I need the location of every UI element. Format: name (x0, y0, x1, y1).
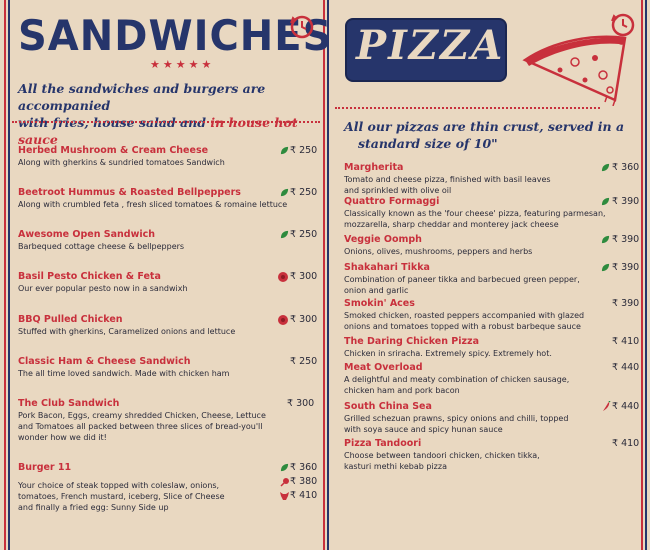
menu-item-classic-ham: Classic Ham & Cheese Sandwich The all time loved sandwich. Made with chicken ham (18, 356, 230, 378)
menu-item-smokin-aces: Smokin' Aces Smoked chicken, roasted peppers accompanied with glazed onions and tomatoes topped with a robust barbeque sauce (344, 298, 585, 331)
price: ₹ 410 (612, 438, 640, 449)
left-border-red (4, 0, 6, 550)
menu-item-awesome-open: Awesome Open Sandwich Barbequed cottage cheese & bellpeppers (18, 229, 185, 251)
menu-item-burger-11: Burger 11 Your choice of steak topped with coleslaw, onions, tomatoes, French mustard, iceberg, Slice of Cheese and finally a fried egg: Sunny Side up (18, 462, 225, 512)
chilli-icon (601, 401, 611, 412)
hot-sauce-highlight: in house hot sauce (18, 115, 298, 147)
non-veg-icon (277, 271, 289, 283)
price: ₹ 440 (612, 362, 640, 373)
price: ₹ 360 (290, 462, 318, 473)
price: ₹ 390 (612, 196, 640, 207)
price: ₹ 390 (612, 234, 640, 245)
price: ₹ 380 (290, 476, 318, 487)
pizza-subtitle: All our pizzas are thin crust, served in a standard size of 10" (344, 119, 625, 151)
chicken-leg-icon (280, 477, 290, 487)
sandwiches-title: SANDWICHES (18, 12, 333, 61)
menu-item-south-china-sea: South China Sea Grilled schezuan prawns, spicy onions and chilli, topped with soya sauce and spicy hunan sauce (344, 401, 569, 434)
sandwiches-dotted-divider (12, 121, 320, 123)
veg-leaf-icon (280, 230, 289, 239)
veg-leaf-icon (601, 235, 610, 244)
veg-leaf-icon (280, 146, 289, 155)
center-divider-red (323, 0, 325, 550)
stars-decoration: ★★★★★ (150, 58, 215, 71)
price: ₹ 300 (290, 314, 318, 325)
price: ₹ 250 (290, 187, 318, 198)
price: ₹ 390 (612, 298, 640, 309)
price: ₹ 390 (612, 262, 640, 273)
price: ₹ 250 (290, 356, 318, 367)
price: ₹ 250 (290, 229, 318, 240)
menu-item-shakahari-tikka: Shakahari Tikka Combination of paneer tikka and barbecued green pepper, onion and garlic (344, 262, 580, 295)
price: ₹ 300 (287, 398, 315, 409)
price: ₹ 250 (290, 145, 318, 156)
veg-leaf-icon (601, 197, 610, 206)
pizza-title: PIZZA (356, 22, 505, 69)
menu-item-daring-chicken: The Daring Chicken Pizza Chicken in sriracha. Extremely spicy. Extremely hot. (344, 336, 552, 358)
veg-leaf-icon (280, 188, 289, 197)
price: ₹ 360 (612, 162, 640, 173)
price: ₹ 440 (612, 401, 640, 412)
menu-item-meat-overload: Meat Overload A delightful and meaty combination of chicken sausage, chicken ham and pork bacon (344, 362, 570, 395)
price: ₹ 410 (290, 490, 318, 501)
center-divider-blue (327, 0, 329, 550)
menu-item-quattro-formaggi: Quattro Formaggi Classically known as the 'four cheese' pizza, featuring parmesan, mozzarella, sharp cheddar and monterey jack cheese (344, 196, 606, 229)
menu-item-margherita: Margherita Tomato and cheese pizza, finished with basil leaves and sprinkled with olive oil (344, 162, 551, 195)
right-border-blue (645, 0, 647, 550)
clock-icon (289, 14, 315, 40)
menu-item-pizza-tandoori: Pizza Tandoori Choose between tandoori chicken, chicken tikka, kasturi methi kebab pizza (344, 438, 540, 471)
pizza-slice-icon (515, 30, 633, 106)
sandwiches-subtitle: All the sandwiches and burgers are accompanied with fries, house salad and in house hot sauce (18, 81, 298, 147)
veg-leaf-icon (601, 163, 610, 172)
pizza-dotted-divider (335, 107, 600, 109)
beef-icon (279, 491, 290, 501)
menu-item-basil-pesto: Basil Pesto Chicken & Feta Our ever popular pesto now in a sandwixh (18, 271, 188, 293)
price: ₹ 410 (612, 336, 640, 347)
menu-item-beetroot-hummus: Beetroot Hummus & Roasted Bellpeppers Along with crumbled feta , fresh sliced tomatoes & romaine lettuce (18, 187, 288, 209)
veg-leaf-icon (601, 263, 610, 272)
menu-item-herbed-mushroom: Herbed Mushroom & Cream Cheese Along with gherkins & sundried tomatoes Sandwich (18, 145, 225, 167)
veg-leaf-icon (280, 463, 289, 472)
price: ₹ 300 (290, 271, 318, 282)
menu-item-bbq-pulled: BBQ Pulled Chicken Stuffed with gherkins, Caramelized onions and lettuce (18, 314, 236, 336)
menu-item-club-sandwich: The Club Sandwich Pork Bacon, Eggs, creamy shredded Chicken, Cheese, Lettuce and Tomatoes all packed between three slices of bread-you'll wonder how we did it! (18, 398, 266, 442)
right-border-red (641, 0, 643, 550)
left-border-blue (8, 0, 10, 550)
non-veg-icon (277, 314, 289, 326)
menu-item-veggie-oomph: Veggie Oomph Onions, olives, mushrooms, peppers and herbs (344, 234, 533, 256)
